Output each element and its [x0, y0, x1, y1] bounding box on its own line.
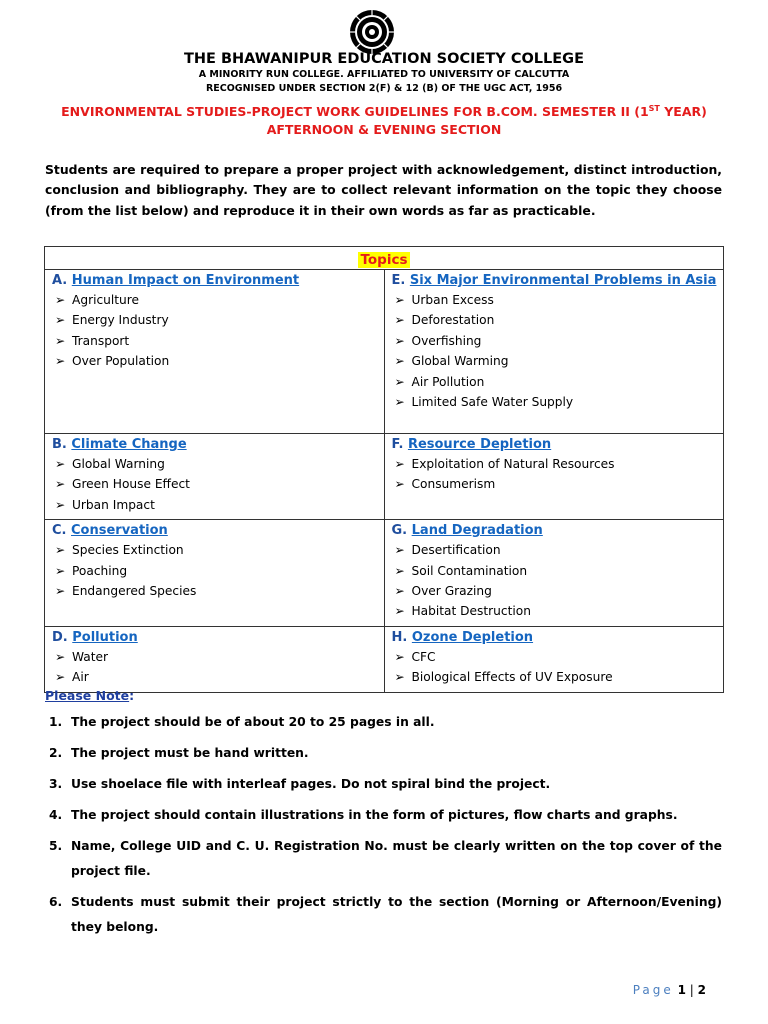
topic-cell — [45, 434, 385, 520]
list-item: ➢ Desertification — [392, 540, 718, 560]
arrow-bullet-icon: ➢ — [55, 543, 66, 558]
note-text: Use shoelace file with interleaf pages. Do not spiral bind the project. — [71, 777, 551, 791]
topics-heading: Topics — [360, 251, 408, 268]
arrow-bullet-icon: ➢ — [55, 457, 66, 471]
topic-items — [392, 454, 718, 495]
note-text: Students must submit their project strictly to the section (Morning or Afternoon/Evening) they belong. — [71, 895, 722, 934]
topic-items — [392, 647, 718, 688]
topic-items — [392, 540, 718, 622]
note-item — [45, 710, 722, 735]
list-item: ➢ Over Population — [52, 351, 378, 371]
arrow-bullet-icon: ➢ — [394, 293, 405, 307]
list-item: ➢ Endangered Species — [52, 581, 378, 601]
note-item — [45, 803, 722, 828]
list-item: ➢ Poaching — [52, 561, 378, 581]
list-item: ➢ Green House Effect — [52, 474, 378, 494]
list-item: ➢ Water — [52, 647, 378, 667]
list-item: ➢ Habitat Destruction — [392, 601, 718, 621]
list-item: ➢ Urban Excess — [392, 290, 718, 310]
list-item: ➢ Overfishing — [392, 331, 718, 351]
arrow-bullet-icon: ➢ — [394, 543, 405, 558]
topic-cell — [384, 434, 724, 520]
arrow-bullet-icon: ➢ — [55, 333, 66, 348]
list-item: ➢ Transport — [52, 331, 378, 351]
list-item: ➢ Over Grazing — [392, 581, 718, 601]
list-item: ➢ Species Extinction — [52, 540, 378, 560]
note-number: 5. — [49, 839, 63, 853]
arrow-bullet-icon: ➢ — [394, 354, 405, 369]
note-number: 6. — [49, 895, 63, 909]
note-text: Name, College UID and C. U. Registration No. must be clearly written on the top cover of the project file. — [71, 839, 722, 878]
note-text: The project must be hand written. — [71, 746, 309, 760]
arrow-bullet-icon: ➢ — [55, 563, 66, 578]
topic-cell — [384, 626, 724, 692]
topic-cell — [384, 270, 724, 434]
affiliation-line: A MINORITY RUN COLLEGE. AFFILIATED TO UNIVERSITY OF CALCUTTA — [198, 69, 570, 80]
arrow-bullet-icon: ➢ — [394, 333, 405, 348]
topic-cell — [45, 626, 385, 692]
arrow-bullet-icon: ➢ — [394, 583, 405, 598]
list-item: ➢ Urban Impact — [52, 495, 378, 515]
arrow-bullet-icon: ➢ — [394, 313, 405, 328]
arrow-bullet-icon: ➢ — [55, 497, 66, 512]
topic-title: D. Pollution — [52, 629, 138, 645]
list-item: ➢ Agriculture — [52, 290, 378, 310]
arrow-bullet-icon: ➢ — [394, 374, 405, 389]
topic-cell — [45, 520, 385, 627]
arrow-bullet-icon: ➢ — [394, 649, 405, 664]
topic-items — [52, 454, 378, 515]
note-number: 2. — [49, 746, 63, 760]
arrow-bullet-icon: ➢ — [55, 477, 66, 492]
topic-items — [52, 647, 378, 688]
topic-cell — [45, 270, 385, 434]
topics-row — [45, 626, 724, 692]
arrow-bullet-icon: ➢ — [55, 293, 66, 307]
note-item — [45, 890, 722, 940]
topic-title: F. Resource Depletion — [391, 437, 552, 452]
page-divider: | — [689, 983, 698, 997]
topics-table — [44, 246, 724, 693]
list-item: ➢ Deforestation — [392, 310, 718, 330]
section-title: AFTERNOON & EVENING SECTION — [266, 122, 502, 137]
topic-title: B. Climate Change — [52, 437, 187, 452]
arrow-bullet-icon: ➢ — [55, 583, 66, 598]
list-item: ➢ Soil Contamination — [392, 561, 718, 581]
topic-title: H. Ozone Depletion — [391, 629, 534, 645]
guidelines-title: ENVIRONMENTAL STUDIES-PROJECT WORK GUIDELINES FOR B.COM. SEMESTER II (1ST YEAR) — [61, 104, 707, 120]
topic-items — [52, 290, 378, 372]
note-text: The project should contain illustrations in the form of pictures, flow charts and graphs. — [71, 808, 678, 822]
topics-row — [45, 270, 724, 434]
college-name: THE BHAWANIPUR EDUCATION SOCIETY COLLEGE — [183, 51, 584, 67]
page-number: 1 — [677, 983, 686, 997]
list-item: ➢ Exploitation of Natural Resources — [392, 454, 718, 474]
arrow-bullet-icon: ➢ — [394, 563, 405, 578]
list-item: ➢ CFC — [392, 647, 718, 667]
list-item: ➢ Energy Industry — [52, 310, 378, 330]
recognition-line: RECOGNISED UNDER SECTION 2(F) & 12 (B) OF THE UGC ACT, 1956 — [205, 83, 563, 94]
note-item — [45, 772, 722, 797]
page-word: Page — [632, 983, 674, 997]
arrow-bullet-icon: ➢ — [55, 354, 66, 369]
arrow-bullet-icon: ➢ — [394, 477, 405, 492]
total-pages: 2 — [697, 983, 706, 997]
note-item — [45, 834, 722, 884]
topic-items — [52, 540, 378, 601]
topic-title: E. Six Major Environmental Problems in Asia — [391, 273, 717, 288]
list-item: ➢ Limited Safe Water Supply — [392, 392, 718, 412]
note-item — [45, 741, 722, 766]
topics-row — [45, 434, 724, 520]
arrow-bullet-icon: ➢ — [394, 604, 405, 619]
notes-heading: Please Note: — [45, 688, 135, 703]
topic-title: G. Land Degradation — [391, 523, 543, 539]
intro-paragraph: Students are required to prepare a proper project with acknowledgement, distinct introduction, conclusion and bibliography. They are to collect relevant information on the topic they choose (from the list below) and reproduce it in their own words as far as practicable. — [45, 162, 722, 218]
arrow-bullet-icon: ➢ — [55, 670, 66, 685]
note-number: 4. — [49, 808, 63, 822]
college-emblem-icon — [348, 8, 396, 56]
list-item: ➢ Consumerism — [392, 474, 718, 494]
note-text: The project should be of about 20 to 25 pages in all. — [71, 715, 435, 729]
arrow-bullet-icon: ➢ — [394, 394, 405, 409]
arrow-bullet-icon: ➢ — [55, 649, 66, 664]
topics-header — [45, 247, 724, 270]
list-item: ➢ Air Pollution — [392, 372, 718, 392]
topic-items — [392, 290, 718, 412]
list-item: ➢ Global Warning — [52, 454, 378, 474]
topics-row — [45, 520, 724, 627]
arrow-bullet-icon: ➢ — [394, 670, 405, 685]
page-footer — [633, 983, 706, 997]
note-number: 3. — [49, 777, 63, 791]
arrow-bullet-icon: ➢ — [55, 313, 66, 328]
list-item: ➢ Air — [52, 667, 378, 687]
notes-list — [45, 710, 722, 946]
topic-title: C. Conservation — [52, 523, 168, 539]
list-item: ➢ Global Warming — [392, 351, 718, 371]
note-number: 1. — [49, 715, 63, 729]
list-item: ➢ Biological Effects of UV Exposure — [392, 667, 718, 687]
arrow-bullet-icon: ➢ — [394, 457, 405, 471]
topic-title: A. Human Impact on Environment — [52, 273, 300, 288]
topic-cell — [384, 520, 724, 627]
